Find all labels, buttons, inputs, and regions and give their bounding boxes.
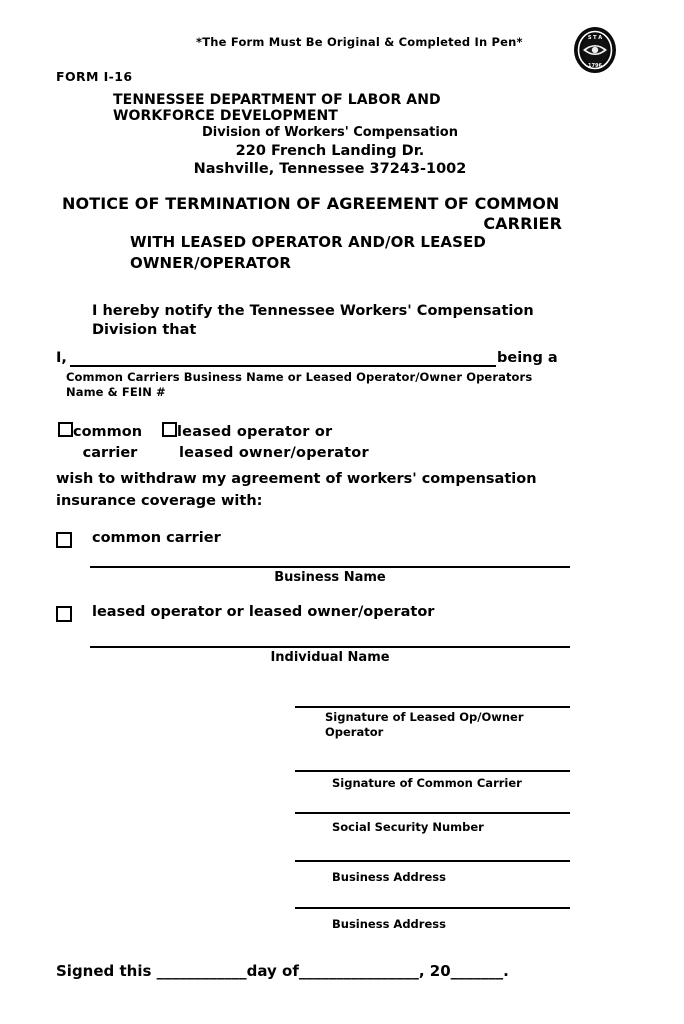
name-field-caption-line-2: Name & FEIN #: [66, 385, 166, 399]
inline-option-common-carrier[interactable]: [58, 422, 168, 464]
inline-option-2-label-line-2: leased owner/operator: [179, 445, 369, 461]
checkbox-leased-operator[interactable]: [56, 606, 72, 622]
signature-leased-operator-line[interactable]: [295, 706, 570, 708]
inline-option-1-label-line-2: carrier: [82, 445, 138, 461]
withdraw-statement-line-2: insurance coverage with:: [56, 493, 263, 509]
signed-this-line[interactable]: Signed this ____________day of________________, 20_______.: [56, 962, 509, 980]
address-city-state-zip: Nashville, Tennessee 37243-1002: [193, 161, 467, 177]
svg-text:1796: 1796: [588, 63, 602, 69]
withdraw-statement-line-1: wish to withdraw my agreement of workers' compensation: [56, 471, 537, 487]
inline-option-2-label-line-1: leased operator or: [177, 424, 333, 440]
name-fill-line[interactable]: [70, 365, 496, 367]
tennessee-state-seal-icon: [573, 26, 617, 74]
signature-leased-operator-caption: [325, 710, 575, 740]
inline-option-1-label-line-1: common: [73, 424, 143, 440]
checkbox-common-carrier[interactable]: [56, 532, 72, 548]
inline-option-leased-operator[interactable]: [162, 422, 422, 464]
form-subtitle-line-2: OWNER/OPERATOR: [130, 254, 292, 272]
signature-common-carrier-line[interactable]: [295, 770, 570, 772]
business-address-line-1[interactable]: [295, 860, 570, 862]
business-name-caption: Business Name: [274, 570, 386, 585]
signature-leased-operator-caption-line-1: Signature of Leased Op/Owner: [325, 710, 524, 724]
business-address-caption-1: Business Address: [332, 870, 446, 884]
withdraw-statement: [56, 468, 586, 512]
agency-address: [0, 124, 660, 178]
business-address-caption-2: Business Address: [332, 917, 446, 931]
name-field-caption-line-1: Common Carriers Business Name or Leased Operator/Owner Operators: [66, 370, 533, 384]
checkbox-common-carrier-inline[interactable]: [58, 422, 73, 437]
form-number: FORM I-16: [56, 69, 133, 84]
form-title: [62, 194, 562, 234]
ssn-caption: Social Security Number: [332, 820, 484, 834]
department-name: TENNESSEE DEPARTMENT OF LABOR AND WORKFORCE DEVELOPMENT: [113, 92, 441, 124]
form-title-line-2: CARRIER: [483, 214, 562, 233]
signature-common-carrier-caption: Signature of Common Carrier: [332, 776, 522, 790]
i-label: I,: [56, 350, 67, 366]
address-street: 220 French Landing Dr.: [235, 143, 425, 159]
pen-notice: *The Form Must Be Original & Completed In Pen*: [196, 35, 523, 49]
business-name-fill-line[interactable]: [90, 566, 570, 568]
svg-text:S T A: S T A: [587, 35, 603, 41]
form-subtitle-line-1: WITH LEASED OPERATOR AND/OR LEASED: [130, 233, 486, 251]
being-a-label: being a: [497, 350, 558, 366]
notify-statement: I hereby notify the Tennessee Workers' Compensation Division that: [92, 303, 534, 338]
business-address-line-2[interactable]: [295, 907, 570, 909]
address-division: Division of Workers' Compensation: [202, 125, 458, 140]
form-subtitle: [130, 232, 550, 274]
form-title-line-1: NOTICE OF TERMINATION OF AGREEMENT OF COMMON: [62, 194, 560, 213]
option-label-common-carrier: common carrier: [92, 530, 221, 546]
individual-name-fill-line[interactable]: [90, 646, 570, 648]
checkbox-leased-operator-inline[interactable]: [162, 422, 177, 437]
option-label-leased-operator: leased operator or leased owner/operator: [92, 604, 435, 620]
name-field-caption: [66, 370, 566, 400]
signature-leased-operator-caption-line-2: Operator: [325, 725, 384, 739]
ssn-line[interactable]: [295, 812, 570, 814]
individual-name-caption: Individual Name: [270, 650, 390, 665]
